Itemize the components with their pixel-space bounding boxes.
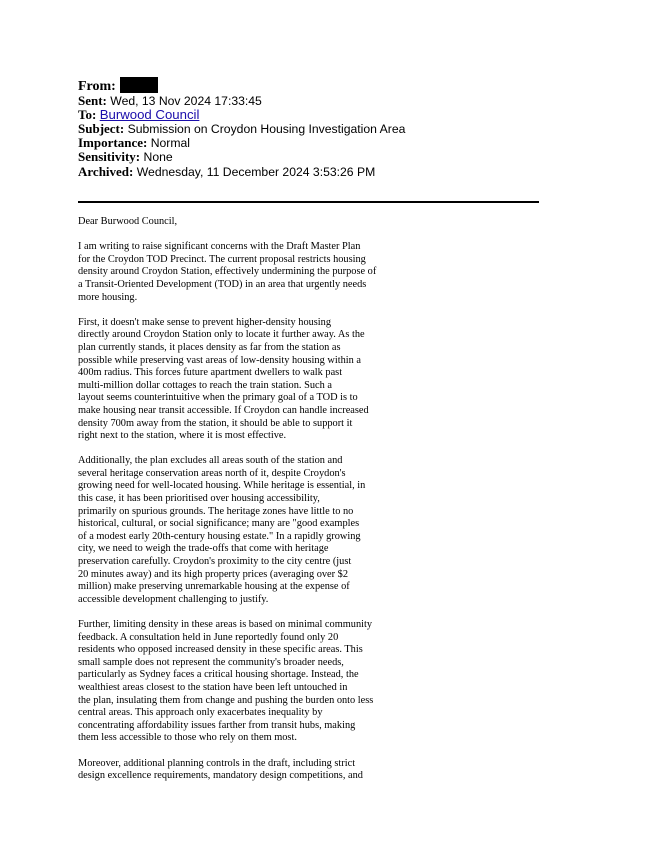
body-line: right next to the station, where it is most effective. <box>78 430 287 442</box>
body-line: design excellence requirements, mandatory design competitions, and <box>78 770 363 782</box>
sent-value: Wed, 13 Nov 2024 17:33:45 <box>110 94 262 109</box>
to-label: To: <box>78 107 97 123</box>
body-line: million) make preserving unremarkable housing at the expense of <box>78 581 350 593</box>
importance-row <box>78 136 548 150</box>
body-line: concentrating affordability issues farther from transit hubs, making <box>78 719 356 731</box>
archived-value: Wednesday, 11 December 2024 3:53:26 PM <box>136 164 376 179</box>
sensitivity-row <box>78 150 548 164</box>
body-line: central areas. This approach only exacerbates inequality by <box>78 707 323 719</box>
recipient-link[interactable]: Burwood Council <box>99 107 200 123</box>
body-line: Moreover, additional planning controls in the draft, including strict <box>78 757 356 769</box>
body-line: primarily on spurious grounds. The heritage zones have little to no <box>78 505 354 517</box>
body-line: for the Croydon TOD Precinct. The current proposal restricts housing <box>78 253 366 265</box>
body-paragraph <box>78 619 398 745</box>
body-line: them less accessible to those who rely on them most. <box>78 732 297 744</box>
sent-row <box>78 94 548 108</box>
from-row <box>78 77 548 94</box>
body-line: small sample does not represent the community's broader needs, <box>78 656 344 668</box>
body-line: directly around Croydon Station only to locate it further away. As the <box>78 329 365 341</box>
body-line: I am writing to raise significant concerns with the Draft Master Plan <box>78 241 361 253</box>
body-line: plan currently stands, it places density as far from the station as <box>78 341 341 353</box>
greeting <box>78 216 398 229</box>
body-line: make housing near transit accessible. If Croydon can handle increased <box>78 404 369 416</box>
body-line: particularly as Sydney faces a critical housing shortage. Instead, the <box>78 669 359 681</box>
body-line: Further, limiting density in these areas is based on minimal community <box>78 619 373 630</box>
body-line: 20 minutes away) and its high property prices (averaging over $2 <box>78 568 349 580</box>
body-line: density 700m away from the station, it should be able to support it <box>78 417 353 429</box>
body-line: density around Croydon Station, effectively undermining the purpose of <box>78 266 377 278</box>
importance-label: Importance: <box>78 135 148 151</box>
archived-label: Archived: <box>78 163 134 179</box>
subject-label: Subject: <box>78 121 125 137</box>
header-divider <box>78 201 539 203</box>
body-line: more housing. <box>78 291 138 303</box>
redacted-sender <box>120 77 158 93</box>
greeting-line: Dear Burwood Council, <box>78 216 178 227</box>
email-body <box>78 216 398 795</box>
body-line: Additionally, the plan excludes all areas south of the station and <box>78 455 343 467</box>
body-line: a Transit-Oriented Development (TOD) in an area that urgently needs <box>78 278 367 290</box>
subject-value: Submission on Croydon Housing Investigation Area <box>127 122 406 137</box>
sensitivity-value: None <box>143 150 173 165</box>
email-header <box>78 77 548 179</box>
sensitivity-label: Sensitivity: <box>78 149 141 165</box>
body-line: several heritage conservation areas north of it, despite Croydon's <box>78 467 346 479</box>
archived-row <box>78 165 548 179</box>
body-paragraph <box>78 455 398 606</box>
body-line: this case, it has been prioritised over housing accessibility, <box>78 493 320 505</box>
sent-label: Sent: <box>78 93 107 109</box>
body-line: residents who opposed increased density in these specific areas. This <box>78 644 363 656</box>
to-row <box>78 108 548 122</box>
body-paragraph <box>78 758 398 783</box>
from-label: From: <box>78 79 116 94</box>
body-line: accessible development challenging to justify. <box>78 593 269 605</box>
body-line: feedback. A consultation held in June reportedly found only 20 <box>78 631 339 643</box>
paragraphs <box>78 241 398 783</box>
body-line: multi-million dollar cottages to reach the train station. Such a <box>78 379 332 391</box>
body-line: possible while preserving vast areas of low-density housing within a <box>78 354 361 366</box>
body-line: historical, cultural, or social significance; many are "good examples <box>78 518 360 530</box>
body-line: of a modest early 20th-century housing estate." In a rapidly growing <box>78 530 361 542</box>
body-paragraph <box>78 241 398 304</box>
body-line: growing need for well-located housing. While heritage is essential, in <box>78 480 366 492</box>
body-line: layout seems counterintuitive when the primary goal of a TOD is to <box>78 392 358 404</box>
subject-row <box>78 122 548 136</box>
body-paragraph <box>78 317 398 443</box>
body-line: city, we need to weigh the trade-offs that come with heritage <box>78 543 329 555</box>
importance-value: Normal <box>150 136 190 151</box>
body-line: the plan, insulating them from change and pushing the burden onto less <box>78 694 374 706</box>
body-line: preservation carefully. Croydon's proximity to the city centre (just <box>78 556 352 568</box>
body-line: 400m radius. This forces future apartment dwellers to walk past <box>78 367 343 379</box>
body-line: wealthiest areas closest to the station have been left untouched in <box>78 681 348 693</box>
body-line: First, it doesn't make sense to prevent higher-density housing <box>78 316 332 328</box>
